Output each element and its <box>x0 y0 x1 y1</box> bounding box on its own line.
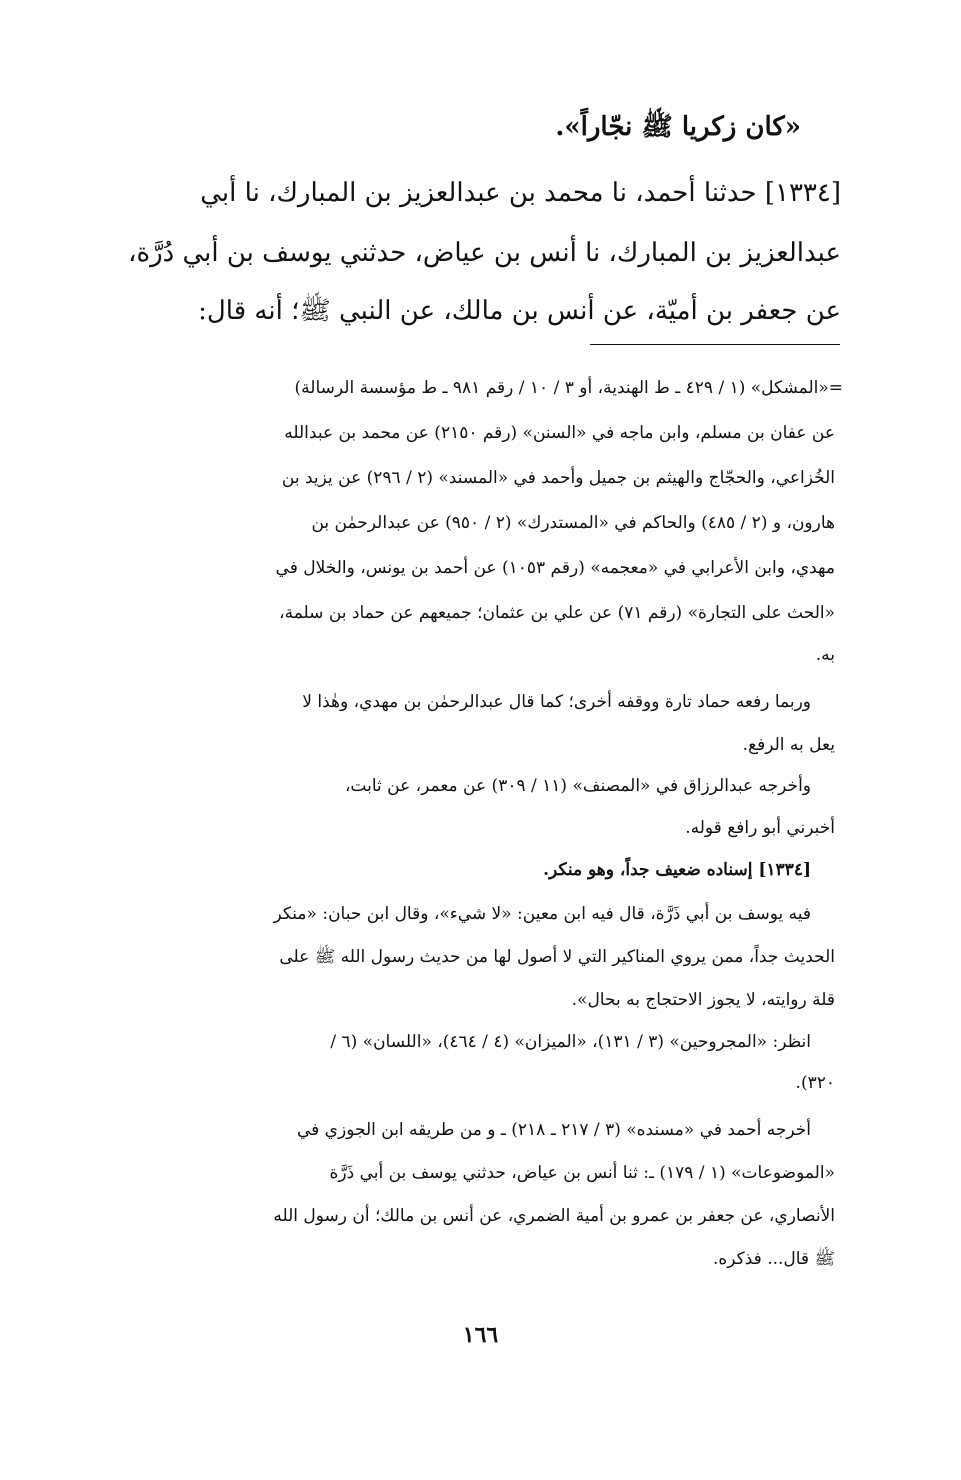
footnote-line: وربما رفعه حماد تارة ووقفه أخرى؛ كما قال عبدالرحمٰن بن مهدي، وهٰذا لا <box>302 692 811 712</box>
footnote-line: مهدي، وابن الأعرابي في «معجمه» (رقم ١٠٥٣) عن أحمد بن يونس، والخلال في <box>275 558 835 578</box>
footnote-line: الأنصاري، عن جعفر بن عمرو بن أمية الضمري، عن أنس بن مالك؛ أن رسول الله <box>273 1206 835 1226</box>
footnote-divider <box>590 344 840 345</box>
footnote-line: به. <box>815 645 835 665</box>
footnote-line: =«المشكل» (١ / ٤٢٩ ـ ط الهندية، أو ٣ / ١٠ / رقم ٩٨١ ـ ط مؤسسة الرسالة) <box>294 378 843 398</box>
paragraph-line: عن جعفر بن أميّة، عن أنس بن مالك، عن النبي ﷺ؛ أنه قال: <box>198 296 841 326</box>
footnote-line: «الحث على التجارة» (رقم ٧١) عن علي بن عثمان؛ جميعهم عن حماد بن سلمة، <box>279 603 835 623</box>
page-number: ١٦٦ <box>462 1322 499 1348</box>
footnote-line: ٣٢٠). <box>795 1073 835 1093</box>
footnote-line: يعل به الرفع. <box>742 735 835 755</box>
paragraph-line: عبدالعزيز بن المبارك، نا أنس بن عياض، حدثني يوسف بن أبي دُرَّة، <box>128 238 841 268</box>
footnote-line: عن عفان بن مسلم، وابن ماجه في «السنن» (رقم ٢١٥٠) عن محمد بن عبدالله <box>284 423 835 443</box>
footnote-line: فيه يوسف بن أبي ذَرَّة، قال فيه ابن معين: «لا شيء»، وقال ابن حبان: «منكر <box>273 904 811 924</box>
footnote-heading: [١٣٣٤] إسناده ضعيف جداً، وهو منكر. <box>543 860 811 880</box>
footnote-line: أخبرني أبو رافع قوله. <box>685 818 835 838</box>
footnote-line: انظر: «المجروحين» (٣ / ١٣١)، «الميزان» (٤ / ٤٦٤)، «اللسان» (٦ / <box>330 1032 811 1052</box>
footnote-line: ﷺ قال... فذكره. <box>712 1249 835 1269</box>
footnote-line: الخُزاعي، والحجّاج والهيثم بن جميل وأحمد في «المسند» (٢ / ٢٩٦) عن يزيد بن <box>281 468 835 488</box>
footnote-line: قلة روايته، لا يجوز الاحتجاج به بحال». <box>571 990 835 1010</box>
footnote-line: «الموضوعات» (١ / ١٧٩) ـ: ثنا أنس بن عياض، حدثني يوسف بن أبي ذَرَّة <box>329 1163 835 1183</box>
paragraph-line: [١٣٣٤] حدثنا أحمد، نا محمد بن عبدالعزيز بن المبارك، نا أبي <box>200 178 841 208</box>
footnote-line: هارون، و (٢ / ٤٨٥) والحاكم في «المستدرك» (٢ / ٩٥٠) عن عبدالرحمٰن بن <box>311 513 835 533</box>
hadith-quote: «كان زكريا ﷺ نجّاراً». <box>555 112 801 142</box>
footnote-line: الحديث جداً، ممن يروي المناكير التي لا أصول لها من حديث رسول الله ﷺ على <box>279 947 835 967</box>
footnote-line: أخرجه أحمد في «مسنده» (٣ / ٢١٧ ـ ٢١٨) ـ و من طريقه ابن الجوزي في <box>296 1120 811 1140</box>
footnote-line: وأخرجه عبدالرزاق في «المصنف» (١١ / ٣٠٩) عن معمر، عن ثابت، <box>344 776 811 796</box>
